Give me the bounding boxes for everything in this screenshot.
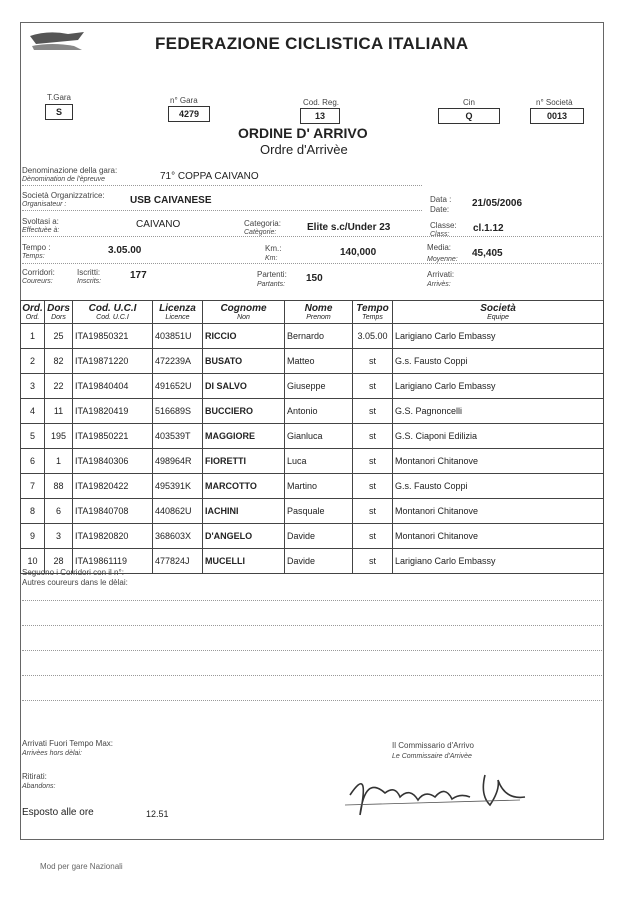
categoria-value: Elite s.c/Under 23 — [307, 222, 391, 233]
cell-ord: 5 — [21, 424, 45, 449]
cell-uci: ITA19861119 — [73, 549, 153, 574]
categoria-sub: Catègorie: — [244, 229, 277, 236]
cell-tempo: st — [353, 374, 393, 399]
cell-cognome: MARCOTTO — [203, 474, 285, 499]
cell-dors: 82 — [45, 349, 73, 374]
cell-ord: 6 — [21, 449, 45, 474]
abandons-label: Abandons: — [22, 783, 56, 790]
cell-licenza: 472239A — [153, 349, 203, 374]
col-header-uci: Cod. U.C.I Cod. U.C.I — [73, 301, 153, 324]
cell-tempo: st — [353, 349, 393, 374]
fci-logo — [28, 30, 86, 52]
media-label: Media: — [427, 243, 452, 252]
cell-ord: 10 — [21, 549, 45, 574]
societa-sub: Organisateur : — [22, 201, 67, 208]
denominazione-label: Denominazione della gara: — [22, 166, 118, 175]
cell-dors: 25 — [45, 324, 73, 349]
cell-societa: Larigiano Carlo Embassy — [393, 324, 604, 349]
cell-cognome: RICCIO — [203, 324, 285, 349]
ritirati-label: Ritirati: — [22, 772, 47, 781]
col-header-tempo: Tempo Temps — [353, 301, 393, 324]
cell-tempo: st — [353, 524, 393, 549]
tempo-label: Tempo : — [22, 243, 51, 252]
cell-licenza: 440862U — [153, 499, 203, 524]
cell-dors: 3 — [45, 524, 73, 549]
cell-tempo: st — [353, 399, 393, 424]
media-sub: Moyenne: — [427, 256, 458, 263]
partenti-sub: Partants: — [257, 281, 286, 288]
table-row — [21, 449, 604, 474]
cell-cognome: DI SALVO — [203, 374, 285, 399]
cell-dors: 6 — [45, 499, 73, 524]
classe-value: cl.1.12 — [473, 223, 504, 234]
societa-label: Società Organizzatrice: — [22, 191, 105, 200]
data-value: 21/05/2006 — [472, 198, 523, 209]
autres-label: Autres coureurs dans le dèlai: — [22, 578, 128, 587]
table-row — [21, 374, 604, 399]
cell-uci: ITA19820820 — [73, 524, 153, 549]
col-header-cognome: Cognome Non — [203, 301, 285, 324]
esposto-value: 12.51 — [146, 809, 169, 819]
hors-delai-label: Arrivèes hors dèlai: — [22, 750, 82, 757]
doc-subtitle: Ordre d'Arrivèe — [260, 142, 348, 157]
cell-licenza: 495391K — [153, 474, 203, 499]
seguono-label: Seguono i Corridori con il n°: — [22, 568, 124, 577]
n-gara-value: 4279 — [168, 106, 210, 122]
n-gara-label: n° Gara — [170, 96, 198, 105]
cell-dors: 22 — [45, 374, 73, 399]
cell-uci: ITA19840404 — [73, 374, 153, 399]
cell-ord: 1 — [21, 324, 45, 349]
cell-uci: ITA19850221 — [73, 424, 153, 449]
iscritti-sub: Inscrits: — [77, 278, 102, 285]
cell-ord: 4 — [21, 399, 45, 424]
cell-licenza: 368603X — [153, 524, 203, 549]
cod-reg-value: 13 — [300, 108, 340, 124]
cin-label: Cin — [463, 98, 476, 107]
cell-societa: Montanori Chitanove — [393, 524, 604, 549]
cell-uci: ITA19871220 — [73, 349, 153, 374]
societa-value: USB CAIVANESE — [130, 195, 212, 206]
mod-footer: Mod per gare Nazionali — [40, 862, 123, 871]
table-row — [21, 399, 604, 424]
cell-societa: Larigiano Carlo Embassy — [393, 374, 604, 399]
km-value: 140,000 — [340, 247, 377, 258]
cell-nome: Martino — [285, 474, 353, 499]
t-gara-label: T.Gara — [47, 93, 72, 102]
cell-nome: Davide — [285, 524, 353, 549]
cell-licenza: 403851U — [153, 324, 203, 349]
cell-ord: 8 — [21, 499, 45, 524]
cell-dors: 28 — [45, 549, 73, 574]
cell-cognome: IACHINI — [203, 499, 285, 524]
esposto-label: Esposto alle ore — [22, 807, 94, 818]
cell-dors: 1 — [45, 449, 73, 474]
cell-societa: G.S. Pagnoncelli — [393, 399, 604, 424]
commissario-signature — [340, 755, 530, 825]
cell-uci: ITA19850321 — [73, 324, 153, 349]
cell-dors: 88 — [45, 474, 73, 499]
cell-societa: Montanori Chitanove — [393, 499, 604, 524]
table-row — [21, 424, 604, 449]
cell-tempo: st — [353, 549, 393, 574]
cell-ord: 2 — [21, 349, 45, 374]
col-header-nome: Nome Prenom — [285, 301, 353, 324]
cell-nome: Davide — [285, 549, 353, 574]
cell-cognome: D'ANGELO — [203, 524, 285, 549]
svoltasi-label: Svoltasi a: — [22, 217, 59, 226]
cell-uci: ITA19820419 — [73, 399, 153, 424]
partenti-label: Partenti: — [257, 270, 287, 279]
cell-licenza: 477824J — [153, 549, 203, 574]
cell-dors: 11 — [45, 399, 73, 424]
cell-licenza: 498964R — [153, 449, 203, 474]
cell-cognome: MAGGIORE — [203, 424, 285, 449]
table-row — [21, 324, 604, 349]
cell-societa: G.S. Ciaponi Edilizia — [393, 424, 604, 449]
cell-cognome: FIORETTI — [203, 449, 285, 474]
col-header-dors: Dors Dors — [45, 301, 73, 324]
col-header-ord: Ord. Ord. — [21, 301, 45, 324]
table-row — [21, 349, 604, 374]
commissario-label: Il Commissario d'Arrivo — [392, 741, 474, 750]
data-label: Data : — [430, 195, 452, 204]
cell-uci: ITA19820422 — [73, 474, 153, 499]
classe-label: Classe: — [430, 221, 457, 230]
col-header-societa: Società Equipe — [393, 301, 604, 324]
tempo-sub: Temps: — [22, 253, 45, 260]
cell-cognome: MUCELLI — [203, 549, 285, 574]
cell-ord: 3 — [21, 374, 45, 399]
cell-ord: 9 — [21, 524, 45, 549]
arrivati-label: Arrivati: — [427, 270, 455, 279]
cell-dors: 195 — [45, 424, 73, 449]
cell-nome: Pasquale — [285, 499, 353, 524]
arrivati-sub: Arrivès: — [427, 281, 451, 288]
table-header-row — [21, 301, 604, 324]
cell-cognome: BUCCIERO — [203, 399, 285, 424]
iscritti-label: Iscritti: — [77, 268, 101, 277]
cell-ord: 7 — [21, 474, 45, 499]
svoltasi-sub: Effectuèe à: — [22, 227, 60, 234]
svoltasi-value: CAIVANO — [136, 219, 181, 230]
n-societa-value: 0013 — [530, 108, 584, 124]
cell-nome: Bernardo — [285, 324, 353, 349]
cell-cognome: BUSATO — [203, 349, 285, 374]
n-societa-label: n° Società — [536, 98, 573, 107]
commissaire-label: Le Commissaire d'Arrivèe — [392, 753, 472, 760]
table-row — [21, 524, 604, 549]
table-row — [21, 499, 604, 524]
cell-nome: Gianluca — [285, 424, 353, 449]
corridori-sub: Coureurs: — [22, 278, 53, 285]
cod-reg-label: Cod. Reg. — [303, 98, 340, 107]
cell-tempo: st — [353, 424, 393, 449]
cell-nome: Luca — [285, 449, 353, 474]
cell-uci: ITA19840306 — [73, 449, 153, 474]
fuori-tempo-label: Arrivati Fuori Tempo Max: — [22, 739, 113, 748]
media-value: 45,405 — [472, 248, 503, 259]
doc-title: ORDINE D' ARRIVO — [238, 125, 368, 141]
cell-societa: Montanori Chitanove — [393, 449, 604, 474]
cell-tempo: st — [353, 449, 393, 474]
km-label: Km.: — [265, 244, 282, 253]
cell-licenza: 403539T — [153, 424, 203, 449]
cell-tempo: st — [353, 474, 393, 499]
federation-title: FEDERAZIONE CICLISTICA ITALIANA — [155, 34, 469, 53]
classe-sub: Class: — [430, 231, 450, 238]
cell-societa: G.s. Fausto Coppi — [393, 349, 604, 374]
denominazione-value: 71° COPPA CAIVANO — [160, 171, 259, 182]
cell-tempo: st — [353, 499, 393, 524]
corridori-label: Corridori: — [22, 268, 55, 277]
data-sub: Date: — [430, 205, 450, 214]
cell-societa: Larigiano Carlo Embassy — [393, 549, 604, 574]
categoria-label: Categoria: — [244, 219, 281, 228]
cell-nome: Antonio — [285, 399, 353, 424]
tempo-value: 3.05.00 — [108, 245, 142, 256]
results-table — [20, 300, 604, 574]
iscritti-value: 177 — [130, 270, 147, 281]
partenti-value: 150 — [306, 273, 323, 284]
cell-tempo: 3.05.00 — [353, 324, 393, 349]
table-row — [21, 474, 604, 499]
cell-uci: ITA19840708 — [73, 499, 153, 524]
cell-nome: Giuseppe — [285, 374, 353, 399]
cell-licenza: 516689S — [153, 399, 203, 424]
denominazione-sub: Dènomination de l'èpreuve — [22, 176, 106, 183]
col-header-licenza: Licenza Licence — [153, 301, 203, 324]
km-sub: Km: — [265, 255, 278, 262]
cell-nome: Matteo — [285, 349, 353, 374]
cin-value: Q — [438, 108, 500, 124]
cell-licenza: 491652U — [153, 374, 203, 399]
t-gara-value: S — [45, 104, 73, 120]
cell-societa: G.s. Fausto Coppi — [393, 474, 604, 499]
